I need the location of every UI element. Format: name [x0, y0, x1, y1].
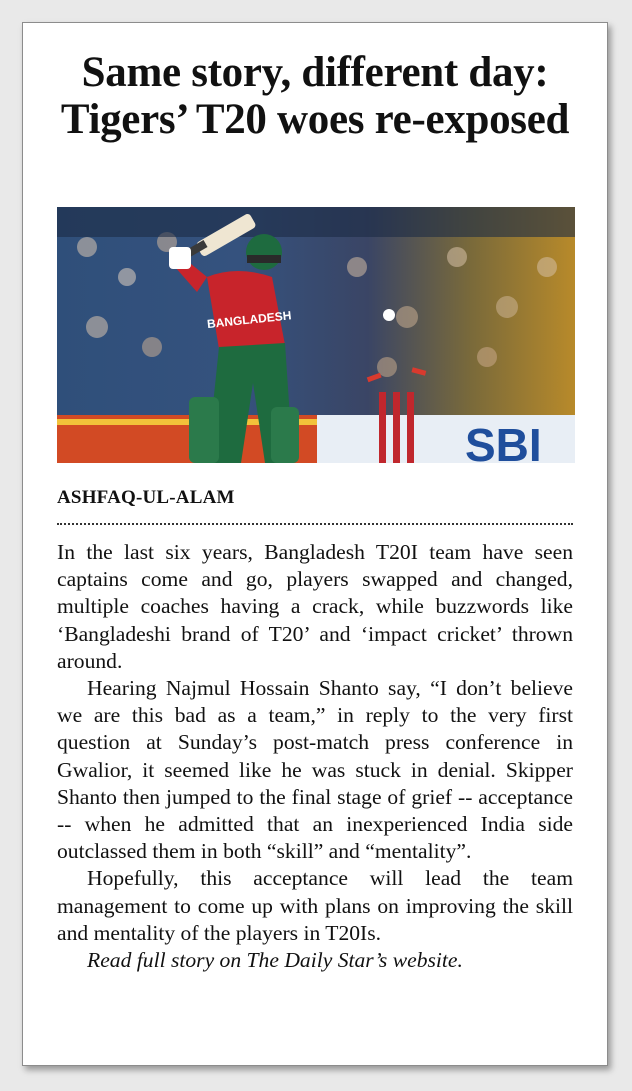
read-full-story-note: Read full story on The Daily Star’s website. — [87, 948, 463, 973]
headline: Same story, different day: Tigers’ T20 woes re-exposed — [60, 49, 570, 143]
paragraph-2: Hearing Najmul Hossain Shanto say, “I don’t believe we are this bad as a team,” in reply to the very first question at Sunday’s post-match press conference in Gwalior, it seemed like he was stuck in denial. Skipper Shanto then jumped to the final stage of grief -- acceptance -- when he admitted that an inexperienced India side outclassed them in both “skill” and “mentality”. — [57, 676, 573, 864]
article-body — [57, 539, 573, 974]
article-photo — [57, 207, 575, 463]
article-card — [22, 22, 608, 1066]
paragraph-3: Hopefully, this acceptance will lead the team management to come up with plans on improving the skill and mentality of the players in T20Is. — [57, 866, 573, 945]
sponsor-board-text: SBI — [465, 419, 542, 463]
paragraph-1: In the last six years, Bangladesh T20I team have seen captains come and go, players swapped and changed, multiple coaches having a crack, while buzzwords like ‘Bangladeshi brand of T20’ and ‘impact cricket’ thrown around. — [57, 540, 573, 673]
dotted-divider — [57, 523, 573, 525]
byline: ASHFAQ-UL-ALAM — [57, 487, 235, 508]
jersey-text: BANGLADESH — [206, 308, 292, 332]
